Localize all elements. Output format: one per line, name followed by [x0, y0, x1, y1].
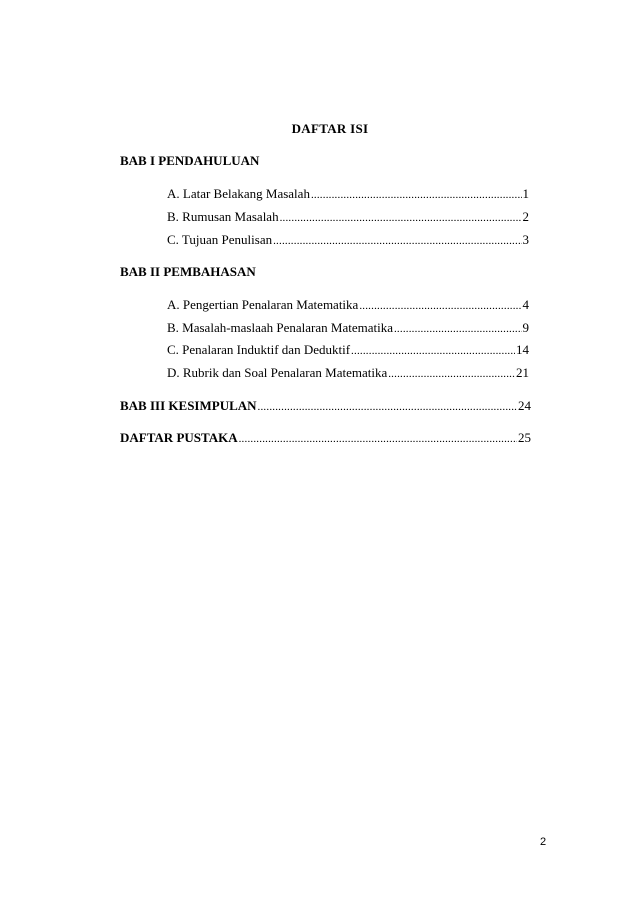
- toc-entry-label: BAB III KESIMPULAN: [120, 398, 257, 413]
- toc-entry-page: 1: [522, 186, 529, 201]
- toc-entry-page: 14: [516, 342, 529, 357]
- dot-leader: [359, 300, 521, 312]
- toc-entry-daftar-pustaka[interactable]: [120, 430, 531, 446]
- toc-entry[interactable]: [167, 365, 529, 381]
- dot-leader: [394, 323, 522, 335]
- toc-entry[interactable]: [167, 297, 529, 313]
- chapter-heading-bab-1: BAB I PENDAHULUAN: [120, 153, 260, 168]
- toc-entry-label: C. Tujuan Penulisan: [167, 232, 273, 247]
- dot-leader: [273, 235, 521, 247]
- dot-leader: [239, 433, 517, 445]
- chapter-heading-bab-2: BAB II PEMBAHASAN: [120, 264, 256, 279]
- dot-leader: [258, 401, 517, 413]
- toc-entry-page: 4: [522, 297, 529, 312]
- toc-entry-kesimpulan[interactable]: [120, 398, 531, 414]
- toc-entry[interactable]: [167, 320, 529, 336]
- dot-leader: [351, 345, 515, 357]
- toc-entry-page: 24: [518, 398, 531, 413]
- toc-entry-label: A. Latar Belakang Masalah: [167, 186, 310, 201]
- toc-entry-label: A. Pengertian Penalaran Matematika: [167, 297, 359, 312]
- toc-entry-label: D. Rubrik dan Soal Penalaran Matematika: [167, 365, 388, 380]
- toc-entry[interactable]: [167, 186, 529, 202]
- toc-entry[interactable]: [167, 342, 529, 358]
- page-number: 2: [540, 836, 547, 848]
- toc-entry-label: DAFTAR PUSTAKA: [120, 430, 238, 445]
- dot-leader: [311, 189, 522, 201]
- toc-entry-page: 2: [522, 209, 529, 224]
- toc-entry-page: 21: [516, 365, 529, 380]
- toc-entry-page: 9: [522, 320, 529, 335]
- dot-leader: [388, 368, 515, 380]
- toc-entry-page: 25: [518, 430, 531, 445]
- toc-entry-label: B. Masalah-maslaah Penalaran Matematika: [167, 320, 393, 335]
- toc-title: DAFTAR ISI: [291, 121, 369, 136]
- toc-entry[interactable]: [167, 209, 529, 225]
- toc-entry-label: B. Rumusan Masalah: [167, 209, 279, 224]
- toc-entry-label: C. Penalaran Induktif dan Deduktif: [167, 342, 351, 357]
- dot-leader: [280, 212, 522, 224]
- toc-entry[interactable]: [167, 232, 529, 248]
- toc-entry-page: 3: [522, 232, 529, 247]
